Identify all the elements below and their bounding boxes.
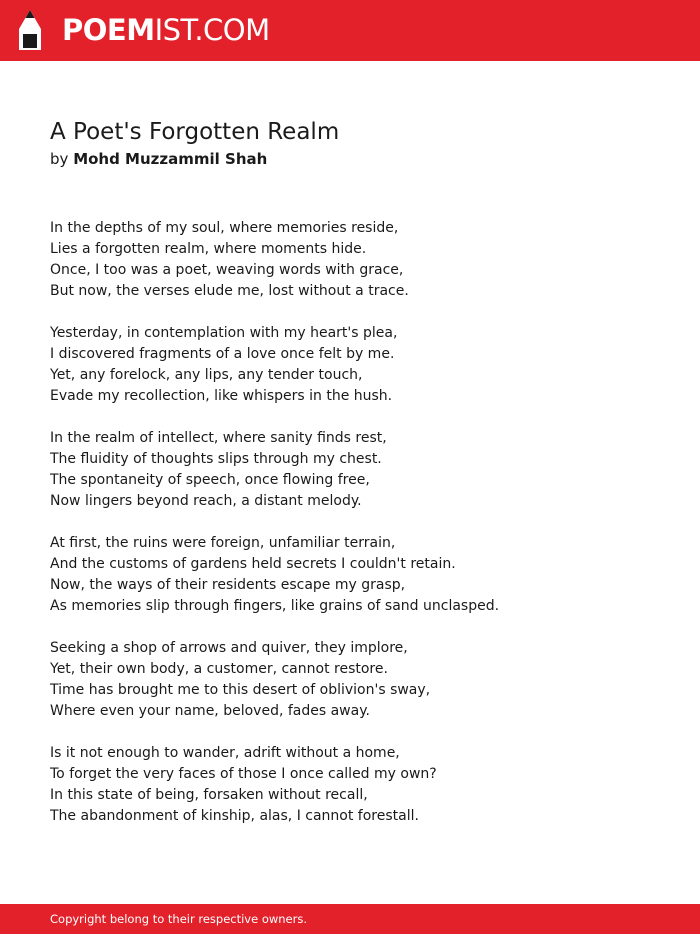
- stanza: [50, 743, 670, 827]
- poem-line: The fluidity of thoughts slips through my chest.: [50, 451, 382, 467]
- copyright-text: Copyright belong to their respective owners.: [50, 912, 308, 926]
- poem-body: [50, 218, 670, 827]
- poem-line: And the customs of gardens held secrets I couldn't retain.: [50, 556, 456, 572]
- stanza: [50, 638, 670, 722]
- poem-line: Evade my recollection, like whispers in the hush.: [50, 388, 393, 404]
- poem-line: Seeking a shop of arrows and quiver, they implore,: [50, 640, 408, 656]
- stanza: [50, 218, 670, 302]
- by-label: by: [50, 150, 69, 168]
- poem-line: Lies a forgotten realm, where moments hide.: [50, 241, 367, 257]
- logo-light-text: IST.COM: [154, 13, 270, 47]
- poem-line: At first, the ruins were foreign, unfamiliar terrain,: [50, 535, 396, 551]
- poem-line: Now lingers beyond reach, a distant melody.: [50, 493, 362, 509]
- poem-line: Where even your name, beloved, fades away.: [50, 703, 370, 719]
- poem-line: The abandonment of kinship, alas, I cannot forestall.: [50, 808, 419, 824]
- poem-content: [50, 116, 670, 848]
- site-logo[interactable]: [62, 12, 270, 48]
- poem-line: In the realm of intellect, where sanity finds rest,: [50, 430, 387, 446]
- stanza: [50, 428, 670, 512]
- byline: [50, 148, 670, 170]
- poem-line: Now, the ways of their residents escape my grasp,: [50, 577, 406, 593]
- stanza: [50, 533, 670, 617]
- site-footer: [0, 904, 700, 934]
- poem-line: To forget the very faces of those I once called my own?: [50, 766, 437, 782]
- poem-line: Yesterday, in contemplation with my heart's plea,: [50, 325, 398, 341]
- author-name: Mohd Muzzammil Shah: [73, 150, 268, 168]
- poem-line: In the depths of my soul, where memories reside,: [50, 220, 399, 236]
- poem-line: Yet, any forelock, any lips, any tender touch,: [50, 367, 363, 383]
- stanza: [50, 323, 670, 407]
- poem-line: Time has brought me to this desert of oblivion's sway,: [50, 682, 431, 698]
- poem-line: Yet, their own body, a customer, cannot restore.: [50, 661, 388, 677]
- site-header: [0, 0, 700, 61]
- poem-line: I discovered fragments of a love once felt by me.: [50, 346, 395, 362]
- poem-line: But now, the verses elude me, lost without a trace.: [50, 283, 409, 299]
- poem-line: As memories slip through fingers, like grains of sand unclasped.: [50, 598, 500, 614]
- poem-line: Is it not enough to wander, adrift without a home,: [50, 745, 400, 761]
- poem-line: The spontaneity of speech, once flowing free,: [50, 472, 370, 488]
- poem-line: In this state of being, forsaken without recall,: [50, 787, 368, 803]
- logo-bold-text: POEM: [62, 13, 155, 47]
- pencil-icon[interactable]: [18, 9, 42, 51]
- poem-title: A Poet's Forgotten Realm: [50, 119, 340, 145]
- poem-line: Once, I too was a poet, weaving words with grace,: [50, 262, 404, 278]
